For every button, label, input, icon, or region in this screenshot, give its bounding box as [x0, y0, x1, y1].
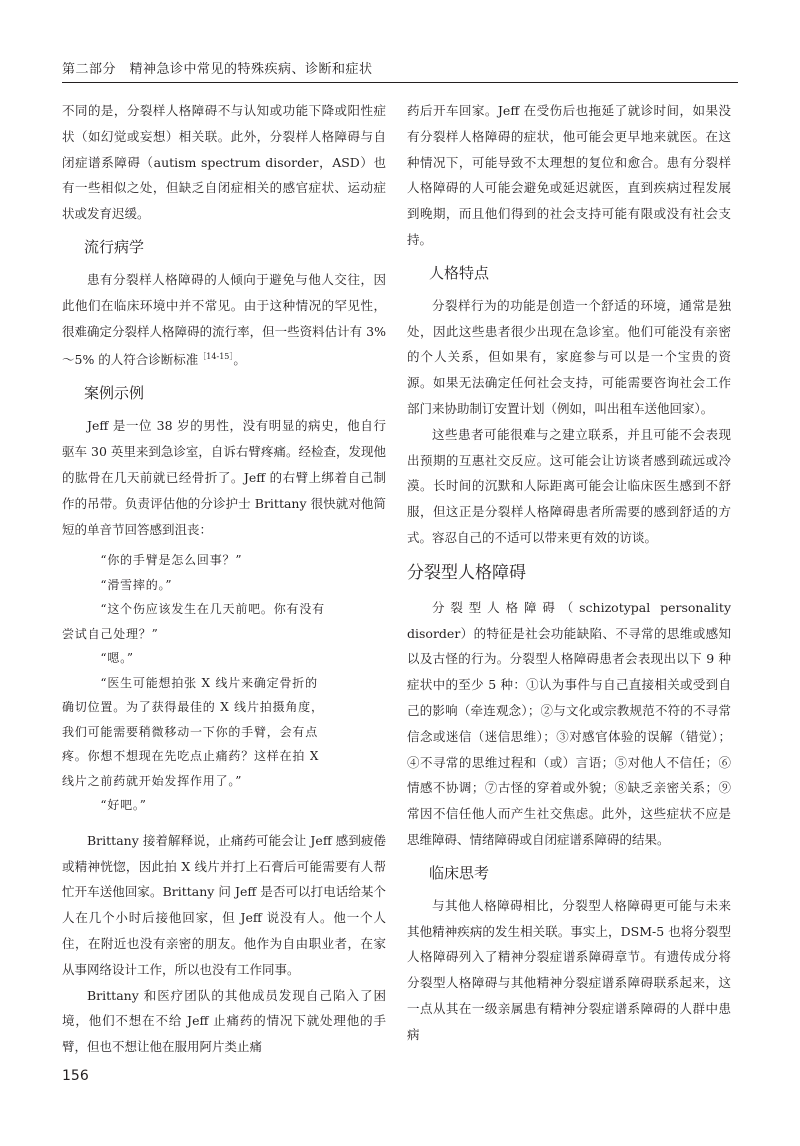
paragraph: 分裂样行为的功能是创造一个舒适的环境，通常是独处，因此这些患者很少出现在急诊室。他们可能没有亲密的个人关系，但如果有，家庭参与可以是一个宝贵的资源。如果无法确定任何社会支持，可能需要咨询社会工作部门来协助制订安置计划（例如，叫出租车送他回家）。 — [407, 297, 731, 416]
section-heading-clinical: 临床思考 — [429, 863, 490, 882]
paragraph-end: 。 — [233, 352, 246, 368]
case-dialogue — [62, 548, 386, 818]
dialogue-line: 尝试自己处理？” — [62, 626, 159, 641]
dialogue-line: “你的手臂是怎么回事？” — [100, 553, 243, 568]
dialogue-line: “医生可能想拍张 X 线片来确定骨折的 — [100, 675, 318, 690]
paragraph: Brittany 和医疗团队的其他成员发现自己陷入了困境，他们不想在不给 Jeff 止痛药的情况下就处理他的手臂，但也不想让他在服用阿片类止痛 — [62, 987, 386, 1055]
dialogue-line: 我们可能需要稍微移动一下你的手臂，会有点 — [62, 724, 319, 739]
dialogue-line: 疼。你想不想现在先吃点止痛药？这样在拍 X — [62, 749, 320, 764]
paragraph: 分裂型人格障碍（schizotypal personality disorder）的特征是社会功能缺陷、不寻常的思维或感知以及古怪的行为。分裂型人格障碍患者会表现出以下 9 种症状中的至少 5 种：①认为事件与自己直接相关或受到自己的影响（牵连观念）；②与文化或宗教规范不符的不寻常信念或迷信（迷信思维）；③对感官体验的误解（错觉）；④不寻常的思维过程和（或）言语；⑤对他人不信任；⑥情感不协调；⑦古怪的穿着或外貌；⑧缺乏亲密关系；⑨常因不信任他人而产生社交焦虑。此外，这些症状不应是思维障碍、情绪障碍或自闭症谱系障碍的结果。 — [407, 599, 731, 847]
citation-ref: ［14-15］ — [198, 352, 234, 362]
paragraph: Brittany 接着解释说，止痛药可能会让 Jeff 感到疲倦或精神恍惚，因此拍 X 线片并打上石膏后可能需要有人帮忙开车送他回家。Brittany 问 Jeff 是否可以打电话给某个人在几个小时后接他回家，但 Jeff 说没有人。他一个人住，在附近也没有亲密的朋友。他作为自由职业者，在家从事网络设计工作，所以也没有工作同事。 — [62, 832, 386, 977]
paragraph: Jeff 是一位 38 岁的男性，没有明显的病史，他自行驱车 30 英里来到急诊室，自诉右臂疼痛。经检查，发现他的肱骨在几天前就已经骨折了。Jeff 的右臂上绑着自己制作的吊带。负责评估他的分诊护士 Brittany 很快就对他简短的单音节回答感到沮丧： — [62, 418, 386, 537]
header-rule — [62, 82, 738, 83]
section-heading-personality: 人格特点 — [429, 263, 490, 282]
running-header: 第二部分 精神急诊中常见的特殊疾病、诊断和症状 — [62, 62, 373, 77]
page-number: 156 — [62, 1068, 89, 1084]
dialogue-line: “这个伤应该发生在几天前吧。你有没有 — [100, 602, 325, 617]
dialogue-line: “滑雪摔的。” — [100, 577, 173, 592]
section-heading-epidemiology: 流行病学 — [84, 237, 145, 256]
paragraph: 不同的是，分裂样人格障碍不与认知或功能下降或阳性症状（如幻觉或妄想）相关联。此外，分裂样人格障碍与自闭症谱系障碍（autism spectrum disorder，ASD）也有一些相似之处，但缺乏自闭症相关的感官症状、运动症状或发育迟缓。 — [62, 103, 386, 222]
dialogue-line: “嗯。” — [100, 651, 134, 666]
paragraph — [62, 267, 386, 373]
section-heading-case: 案例示例 — [84, 384, 145, 403]
dialogue-line: 确切位置。为了获得最佳的 X 线片拍摄角度， — [62, 700, 324, 715]
chapter-heading-schizotypal: 分裂型人格障碍 — [407, 562, 526, 583]
paragraph: 与其他人格障碍相比，分裂型人格障碍更可能与未来其他精神疾病的发生相关联。事实上，DSM-5 也将分裂型人格障碍列入了精神分裂症谱系障碍章节。有遗传成分将分裂型人格障碍与其他精神分裂症谱系障碍联系起来，这一点从其在一级亲属患有精神分裂症谱系障碍的人群中患病 — [407, 897, 731, 1042]
paragraph: 这些患者可能很难与之建立联系，并且可能不会表现出预期的互惠社交反应。这可能会让访谈者感到疏远或冷漠。长时间的沉默和人际距离可能会让临床医生感到不舒服，但这正是分裂样人格障碍患者所需要的感到舒适的方式。容忍自己的不适可以带来更有效的访谈。 — [407, 426, 731, 545]
right-column — [407, 98, 731, 1048]
left-column — [62, 98, 386, 1060]
dialogue-line: “好吧。” — [100, 798, 147, 813]
paragraph-text: 患有分裂样人格障碍的人倾向于避免与他人交往，因此他们在临床环境中并不常见。由于这种情况的罕见性，很难确定分裂样人格障碍的流行率，但一些资料估计有 3%～5% 的人符合诊断标准 — [62, 271, 386, 368]
paragraph: 药后开车回家。Jeff 在受伤后也拖延了就诊时间，如果没有分裂样人格障碍的症状，他可能会更早地来就医。在这种情况下，可能导致不太理想的复位和愈合。患有分裂样人格障碍的人可能会避免或延迟就医，直到疾病过程发展到晚期，而且他们得到的社会支持可能有限或没有社会支持。 — [407, 103, 731, 247]
dialogue-line: 线片之前药就开始发挥作用了。” — [62, 773, 243, 788]
